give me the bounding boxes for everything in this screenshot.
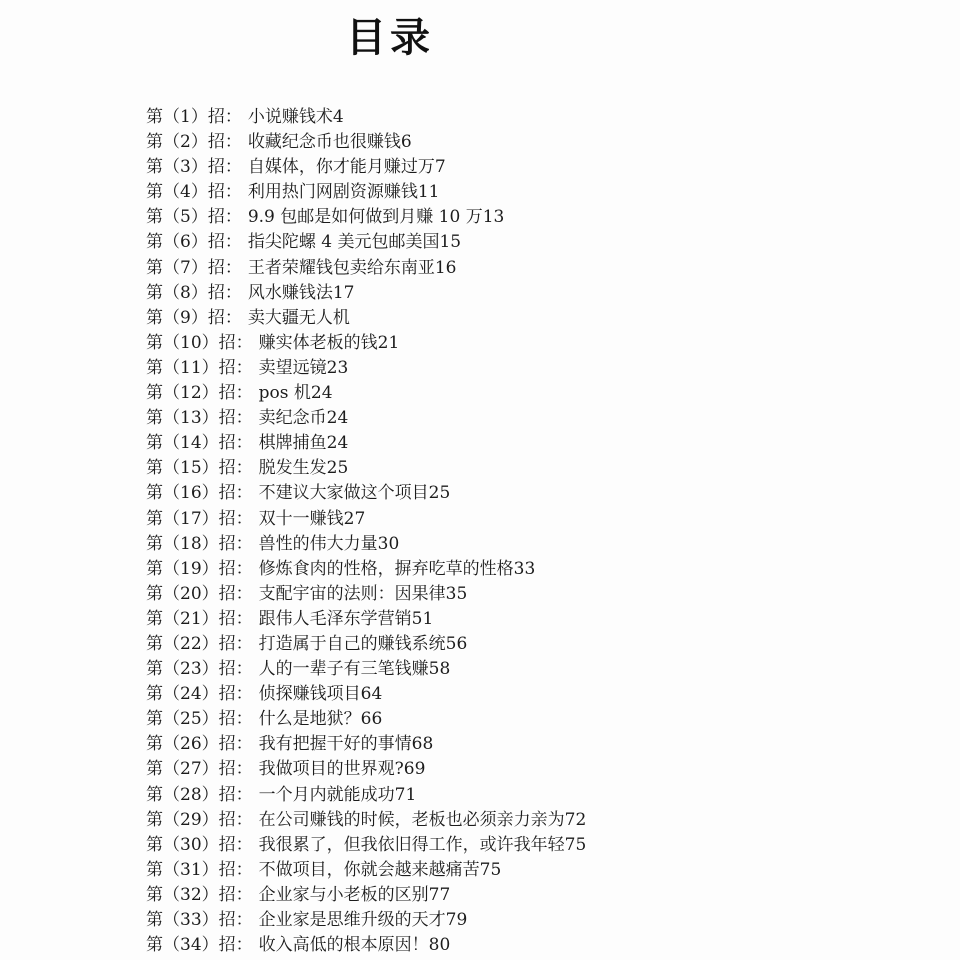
toc-entry-number: 第（7）招：: [146, 257, 242, 278]
toc-entry: [146, 783, 586, 808]
toc-entry: [146, 908, 586, 933]
toc-entry: [146, 883, 586, 908]
toc-entry-title: 不做项目，你就会越来越痛苦75: [258, 859, 502, 880]
toc-entry: [146, 732, 586, 757]
toc-entry-number: 第（11）招：: [146, 357, 253, 378]
toc-entry-title: 我很累了，但我依旧得工作，或许我年轻75: [258, 834, 587, 855]
toc-entry-number: 第（15）招：: [146, 458, 253, 479]
toc-entry: [146, 481, 586, 506]
toc-entry: [146, 155, 586, 180]
toc-entry-number: 第（22）招：: [146, 633, 253, 654]
toc-entry-title: 修炼食肉的性格，摒弃吃草的性格33: [258, 558, 536, 579]
toc-entry-number: 第（6）招：: [146, 232, 242, 253]
toc-entry: [146, 707, 586, 732]
toc-entry-number: 第（10）招：: [146, 332, 253, 353]
toc-entry: [146, 456, 586, 481]
toc-entry: [146, 331, 586, 356]
toc-entry-title: 在公司赚钱的时候，老板也必须亲力亲为72: [258, 809, 587, 830]
toc-entry: [146, 808, 586, 833]
toc-entry: [146, 130, 586, 155]
toc-entry: [146, 757, 586, 782]
toc-entry-title: 双十一赚钱27: [258, 508, 366, 529]
toc-entry-number: 第（33）招：: [146, 910, 253, 930]
page-title: 目录: [346, 15, 434, 61]
toc-entry: [146, 833, 586, 858]
toc-entry-title: 跟伟人毛泽东学营销51: [258, 608, 434, 629]
toc-entry-title: 王者荣耀钱包卖给东南亚16: [247, 257, 457, 278]
toc-entry-title: 兽性的伟大力量30: [258, 533, 400, 554]
toc-entry: [146, 657, 586, 682]
toc-entry-title: 我有把握干好的事情68: [258, 734, 434, 755]
toc-entry-number: 第（4）招：: [146, 182, 242, 203]
toc-entry: [146, 281, 586, 306]
toc-entry: [146, 356, 586, 381]
table-of-contents: [146, 105, 586, 958]
toc-entry: [146, 406, 586, 431]
toc-entry-number: 第（20）招：: [146, 583, 253, 604]
toc-entry-number: 第（1）招：: [146, 107, 242, 127]
toc-entry: [146, 933, 586, 958]
toc-entry-title: 小说赚钱术4: [247, 107, 344, 127]
toc-entry: [146, 532, 586, 557]
toc-entry-number: 第（29）招：: [146, 809, 253, 830]
toc-entry: [146, 858, 586, 883]
toc-entry-title: 脱发生发25: [258, 458, 349, 479]
toc-entry-title: 一个月内就能成功71: [258, 784, 417, 805]
toc-entry-title: 收入高低的根本原因！80: [258, 935, 451, 956]
toc-entry: [146, 256, 586, 281]
toc-entry-number: 第（8）招：: [146, 282, 242, 303]
toc-entry-title: 什么是地狱？66: [258, 709, 383, 730]
toc-entry-title: 侦探赚钱项目64: [258, 684, 383, 705]
toc-entry-title: 收藏纪念币也很赚钱6: [247, 132, 412, 153]
toc-entry-number: 第（19）招：: [146, 558, 253, 579]
toc-entry: [146, 557, 586, 582]
toc-entry: [146, 607, 586, 632]
toc-entry-number: 第（21）招：: [146, 608, 253, 629]
toc-entry-title: 不建议大家做这个项目25: [258, 483, 451, 504]
toc-entry-title: 指尖陀螺 4 美元包邮美国15: [247, 232, 462, 253]
toc-entry-number: 第（34）招：: [146, 935, 253, 956]
toc-entry: [146, 507, 586, 532]
toc-entry-number: 第（16）招：: [146, 483, 253, 504]
toc-entry: [146, 381, 586, 406]
toc-entry: [146, 180, 586, 205]
toc-entry-title: 卖纪念币24: [258, 408, 349, 429]
toc-entry-number: 第（32）招：: [146, 884, 253, 905]
toc-entry-number: 第（26）招：: [146, 734, 253, 755]
toc-entry-title: 我做项目的世界观?69: [258, 759, 426, 780]
toc-entry-number: 第（23）招：: [146, 659, 253, 680]
toc-entry-number: 第（14）招：: [146, 433, 253, 454]
toc-entry-title: 卖望远镜23: [258, 357, 349, 378]
toc-entry: [146, 230, 586, 255]
toc-entry-number: 第（27）招：: [146, 759, 253, 780]
toc-entry-number: 第（9）招：: [146, 307, 242, 328]
toc-entry-title: 赚实体老板的钱21: [258, 332, 400, 353]
toc-entry: [146, 105, 586, 130]
toc-entry-title: 人的一辈子有三笔钱赚58: [258, 659, 451, 680]
toc-entry-number: 第（12）招：: [146, 383, 253, 404]
toc-entry-title: 自媒体，你才能月赚过万7: [247, 157, 446, 178]
toc-entry-title: 支配宇宙的法则：因果律35: [258, 583, 468, 604]
toc-entry: [146, 306, 586, 331]
toc-entry-number: 第（17）招：: [146, 508, 253, 529]
toc-entry-title: 打造属于自己的赚钱系统56: [258, 633, 468, 654]
toc-entry: [146, 632, 586, 657]
toc-entry: [146, 582, 586, 607]
toc-entry-number: 第（28）招：: [146, 784, 253, 805]
toc-entry-title: 9.9 包邮是如何做到月赚 10 万13: [247, 207, 505, 228]
toc-entry-title: 企业家是思维升级的天才79: [258, 910, 468, 930]
toc-entry-title: 利用热门网剧资源赚钱11: [247, 182, 440, 203]
toc-entry-title: pos 机24: [258, 383, 333, 404]
toc-entry-number: 第（2）招：: [146, 132, 242, 153]
toc-entry: [146, 431, 586, 456]
toc-entry-number: 第（30）招：: [146, 834, 253, 855]
toc-entry-number: 第（5）招：: [146, 207, 242, 228]
toc-entry-number: 第（24）招：: [146, 684, 253, 705]
toc-entry-title: 风水赚钱法17: [247, 282, 355, 303]
toc-entry-number: 第（18）招：: [146, 533, 253, 554]
toc-entry: [146, 205, 586, 230]
toc-entry-number: 第（31）招：: [146, 859, 253, 880]
toc-entry-title: 卖大疆无人机: [247, 307, 350, 328]
toc-entry: [146, 682, 586, 707]
toc-entry-number: 第（25）招：: [146, 709, 253, 730]
toc-entry-title: 棋牌捕鱼24: [258, 433, 349, 454]
toc-entry-number: 第（13）招：: [146, 408, 253, 429]
toc-entry-number: 第（3）招：: [146, 157, 242, 178]
toc-entry-title: 企业家与小老板的区别77: [258, 884, 451, 905]
